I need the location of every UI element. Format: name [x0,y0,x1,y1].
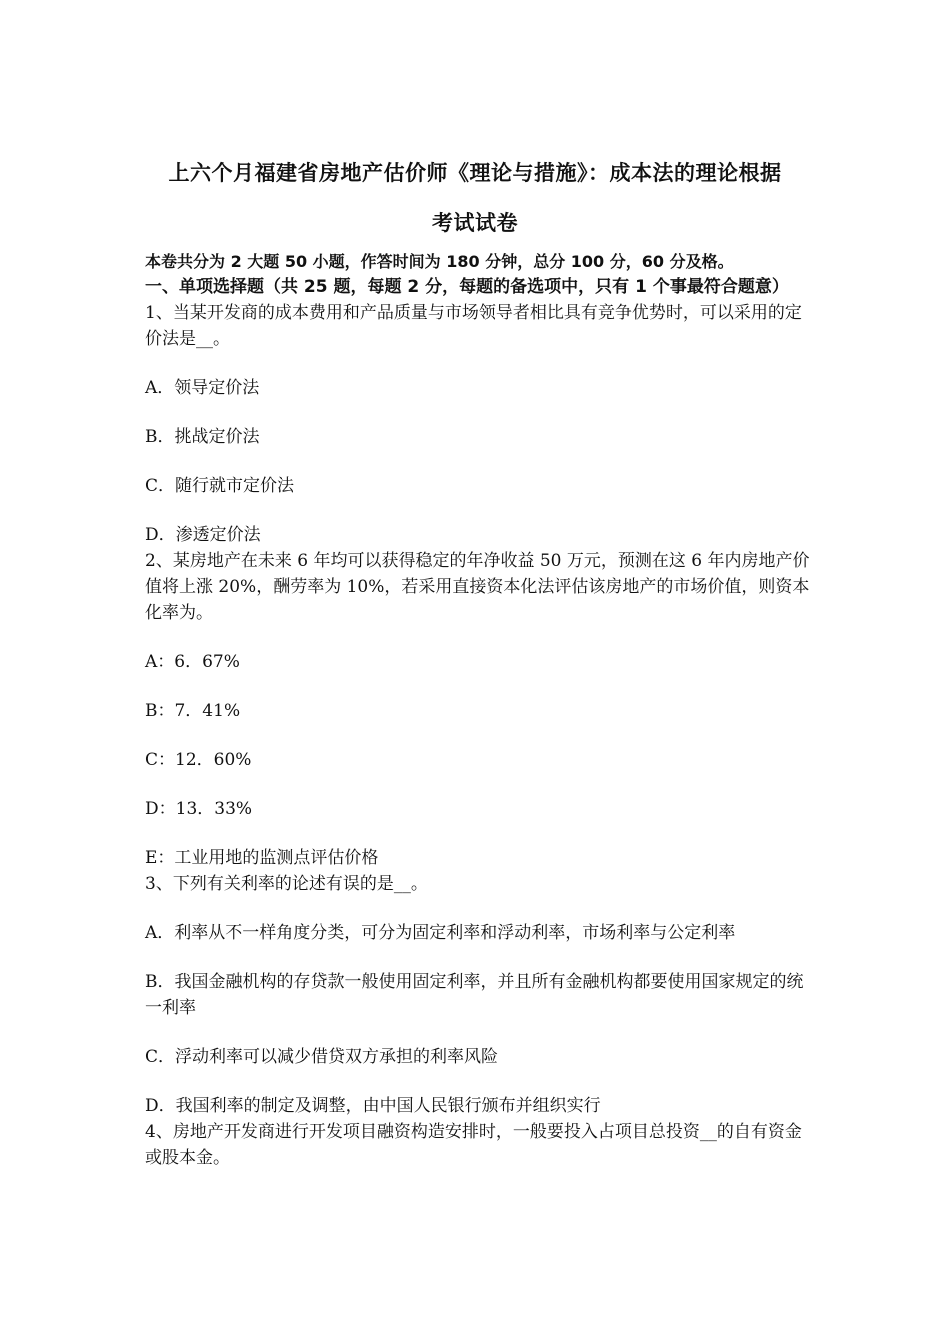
question-text: 4、房地产开发商进行开发项目融资构造安排时，一般要投入占项目总投资__的自有资金或股本金。 [145,1122,802,1168]
question-option: C．随行就市定价法 [145,476,295,496]
question-option: B．挑战定价法 [145,427,260,447]
question-text: 3、下列有关利率的论述有误的是__。 [145,874,428,894]
question-option: D．我国利率的制定及调整，由中国人民银行颁布并组织实行 [145,1096,601,1116]
question-text: 1、当某开发商的成本费用和产品质量与市场领导者相比具有竞争优势时，可以采用的定价法是__。 [145,303,802,349]
question-option: B．我国金融机构的存贷款一般使用固定利率，并且所有金融机构都要使用国家规定的统一利率 [145,972,804,1018]
exam-summary: 本卷共分为 2 大题 50 小题，作答时间为 180 分钟，总分 100 分，60 分及格。 [145,252,734,271]
question-option: A．利率从不一样角度分类，可分为固定利率和浮动利率，市场利率与公定利率 [145,923,736,943]
question-option: C：12．60% [145,750,252,770]
question-option: C．浮动利率可以减少借贷双方承担的利率风险 [145,1047,499,1067]
document-body [145,250,813,1171]
question-option: A．领导定价法 [145,378,260,398]
document-title: 上六个月福建省房地产估价师《理论与措施》：成本法的理论根据 [168,161,782,185]
question-option: B：7．41% [145,701,241,721]
question-option: A：6．67% [145,652,240,672]
section-header: 一、单项选择题（共 25 题，每题 2 分，每题的备选项中，只有 1 个事最符合题意） [145,277,789,297]
document-subtitle: 考试试卷 [432,211,518,235]
question-text: 2、某房地产在未来 6 年均可以获得稳定的年净收益 50 万元，预测在这 6 年内房地产价值将上涨 20%，酬劳率为 10%，若采用直接资本化法评估该房地产的市场价值，则资本化率为。 [145,551,810,623]
question-option: D．渗透定价法 [145,525,261,545]
question-option: E：工业用地的监测点评估价格 [145,848,379,868]
question-option: D：13．33% [145,799,253,819]
